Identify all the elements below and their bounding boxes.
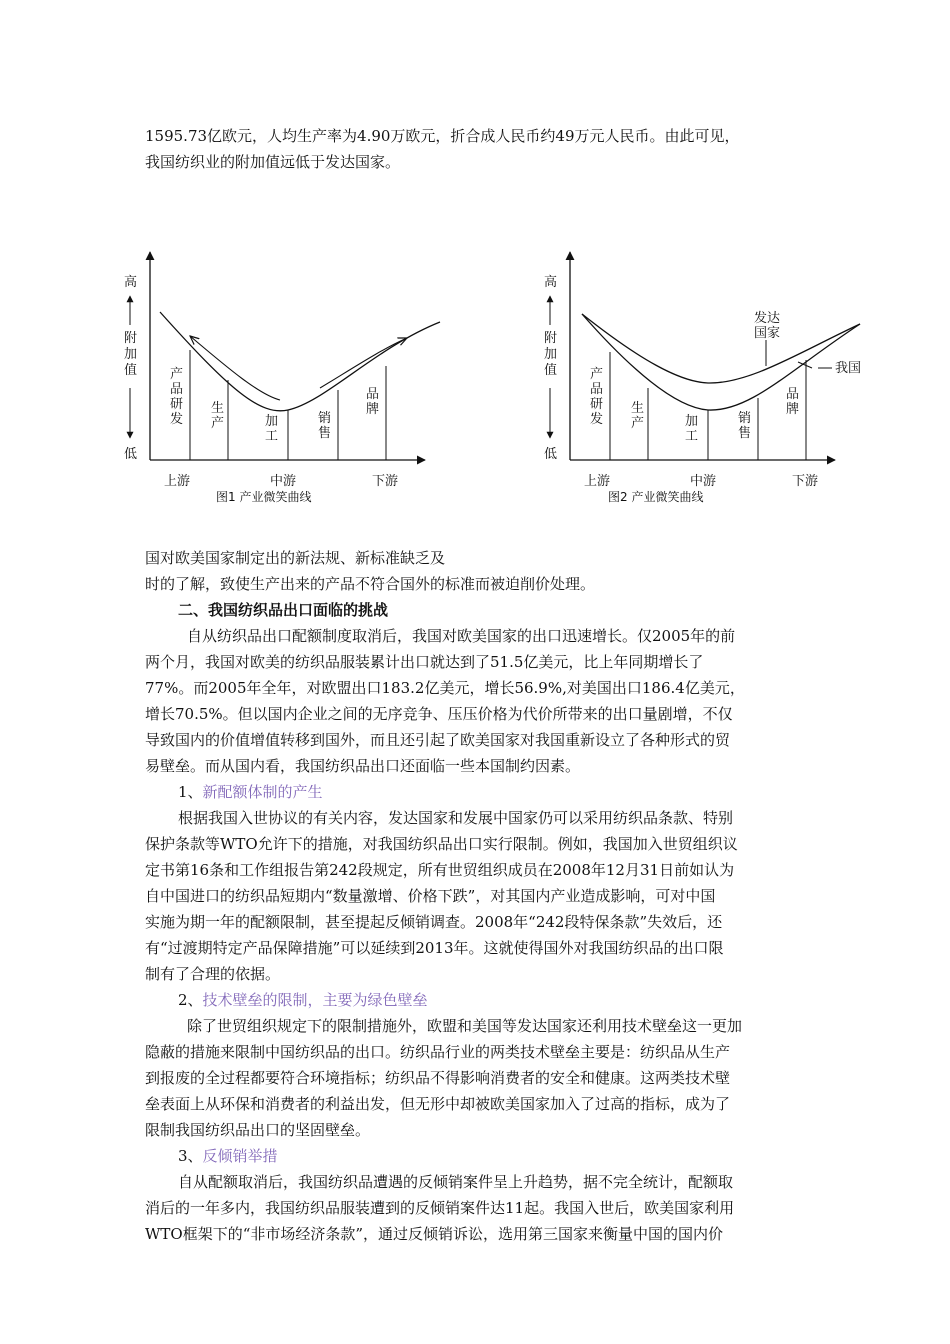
developed-label: 国家	[754, 326, 781, 341]
body-line: 时的了解，致使生产出来的产品不符合国外的标准而被迫削价处理。	[145, 575, 596, 593]
subheading-text: 技术壁垒的限制，主要为绿色壁垒	[202, 991, 428, 1009]
developed-country-curve	[582, 314, 860, 383]
stage-research: 品	[170, 382, 184, 397]
stage-production: 产	[631, 416, 645, 431]
para3-line: 隐蔽的措施来限制中国纺织品的出口。纺织品行业的两类技术壁垒主要是：纺织品从生产	[145, 1043, 731, 1061]
stage-sales: 销	[738, 411, 752, 426]
subheading-number: 2、	[178, 991, 203, 1009]
para2-line: 定书第16条和工作组报告第242段规定，所有世贸组织成员在2008年12月31日前如认为	[145, 861, 735, 879]
y-label-char: 值	[544, 363, 558, 378]
intro-line-1: 1595.73亿欧元，人均生产率为4.90万欧元，折合成人民币约49万元人民币。由此可见，	[145, 127, 740, 145]
china-curve	[582, 314, 860, 410]
para1-line: 增长70.5%。但以国内企业之间的无序竞争、压压价格为代价所带来的出口量剧增，不仅	[145, 705, 733, 723]
para1-line: 易壁垒。而从国内看，我国纺织品出口还面临一些本国制约因素。	[145, 757, 581, 775]
stage-processing: 工	[685, 429, 699, 444]
figure-1-caption: 图1 产业微笑曲线	[216, 490, 312, 504]
stage-research: 产	[170, 367, 184, 382]
section-heading: 二、我国纺织品出口面临的挑战	[178, 601, 389, 619]
x-upstream: 上游	[164, 474, 191, 489]
para4-line: 消后的一年多内，我国纺织品服装遭到的反倾销案件达11起。我国入世后，欧美国家利用	[145, 1199, 735, 1217]
para1-line: 导致国内的价值增值转移到国外，而且还引起了欧美国家对我国重新设立了各种形式的贸	[145, 731, 731, 749]
para3-line: 除了世贸组织规定下的限制措施外，欧盟和美国等发达国家还利用技术壁垒这一更加	[187, 1017, 743, 1035]
stage-research: 产	[590, 367, 604, 382]
figure-2-smile-curve	[530, 240, 880, 520]
x-downstream: 下游	[792, 474, 819, 489]
flow-arrow-down	[190, 336, 280, 400]
subheading-number: 1、	[178, 783, 203, 801]
stage-processing: 加	[685, 414, 699, 429]
stage-sales: 售	[318, 426, 332, 441]
para2-line: 有“过渡期特定产品保障措施”可以延续到2013年。这就使得国外对我国纺织品的出口限	[145, 939, 724, 957]
y-label-char: 附	[124, 331, 138, 346]
para3-line: 垒表面上从环保和消费者的利益出发，但无形中却被欧美国家加入了过高的指标，成为了	[145, 1095, 731, 1113]
y-label-char: 加	[124, 347, 138, 362]
stage-research: 品	[590, 382, 604, 397]
stage-research: 发	[590, 412, 604, 427]
subheading-text: 反倾销举措	[202, 1147, 278, 1165]
subheading-3	[178, 1146, 278, 1166]
stage-processing: 加	[265, 414, 279, 429]
y-high-label: 高	[544, 275, 558, 290]
y-label-char: 附	[544, 331, 558, 346]
para2-line: 根据我国入世协议的有关内容，发达国家和发展中国家仍可以采用纺织品条款、特别	[178, 809, 734, 827]
y-low-label: 低	[544, 447, 558, 462]
y-high-label: 高	[124, 275, 138, 290]
para3-line: 限制我国纺织品出口的坚固壁垒。	[145, 1121, 371, 1139]
stage-production: 生	[211, 401, 225, 416]
x-midstream: 中游	[690, 474, 717, 489]
figure-2-caption: 图2 产业微笑曲线	[608, 490, 704, 504]
stage-sales: 销	[318, 411, 332, 426]
stage-research: 研	[590, 397, 604, 412]
subheading-text: 新配额体制的产生	[202, 783, 323, 801]
para2-line: 自中国进口的纺织品短期内“数量激增、价格下跌”，对其国内产业造成影响，可对中国	[145, 887, 716, 905]
intro-line-2: 我国纺织业的附加值远低于发达国家。	[145, 153, 401, 171]
stage-sales: 售	[738, 426, 752, 441]
subheading-1	[178, 782, 323, 802]
para1-line: 两个月，我国对欧美的纺织品服装累计出口就达到了51.5亿美元，比上年同期增长了	[145, 653, 704, 671]
y-label-char: 值	[124, 363, 138, 378]
body-line: 国对欧美国家制定出的新法规、新标准缺乏及	[145, 549, 446, 567]
para4-line: WTO框架下的“非市场经济条款”，通过反倾销诉讼，选用第三国家来衡量中国的国内价	[145, 1225, 724, 1243]
developed-label: 发达	[754, 311, 781, 326]
para2-line: 制有了合理的依据。	[145, 965, 281, 983]
stage-brand: 牌	[366, 402, 380, 417]
x-midstream: 中游	[270, 474, 297, 489]
stage-research: 研	[170, 397, 184, 412]
stage-production: 生	[631, 401, 645, 416]
china-label: 我国	[835, 361, 862, 376]
y-label-char: 加	[544, 347, 558, 362]
para3-line: 到报废的全过程都要符合环境指标；纺织品不得影响消费者的安全和健康。这两类技术壁	[145, 1069, 731, 1087]
smile-curve	[160, 312, 440, 411]
stage-processing: 工	[265, 429, 279, 444]
para1-line: 自从纺织品出口配额制度取消后，我国对欧美国家的出口迅速增长。仅2005年的前	[187, 627, 736, 645]
para1-line: 77%。而2005年全年，对欧盟出口183.2亿美元，增长56.9%,对美国出口186.4亿美元，	[145, 679, 745, 697]
subheading-2	[178, 990, 428, 1010]
stage-brand: 品	[366, 387, 380, 402]
stage-brand: 牌	[786, 402, 800, 417]
para2-line: 实施为期一年的配额限制，甚至提起反倾销调查。2008年“242段特保条款”失效后，还	[145, 913, 723, 931]
subheading-number: 3、	[178, 1147, 203, 1165]
x-upstream: 上游	[584, 474, 611, 489]
para4-line: 自从配额取消后，我国纺织品遭遇的反倾销案件呈上升趋势，据不完全统计，配额取	[178, 1173, 734, 1191]
stage-research: 发	[170, 412, 184, 427]
figure-1-smile-curve	[110, 240, 460, 520]
para2-line: 保护条款等WTO允许下的措施，对我国纺织品出口实行限制。例如，我国加入世贸组织议	[145, 835, 738, 853]
stage-production: 产	[211, 416, 225, 431]
stage-brand: 品	[786, 387, 800, 402]
y-low-label: 低	[124, 447, 138, 462]
x-downstream: 下游	[372, 474, 399, 489]
